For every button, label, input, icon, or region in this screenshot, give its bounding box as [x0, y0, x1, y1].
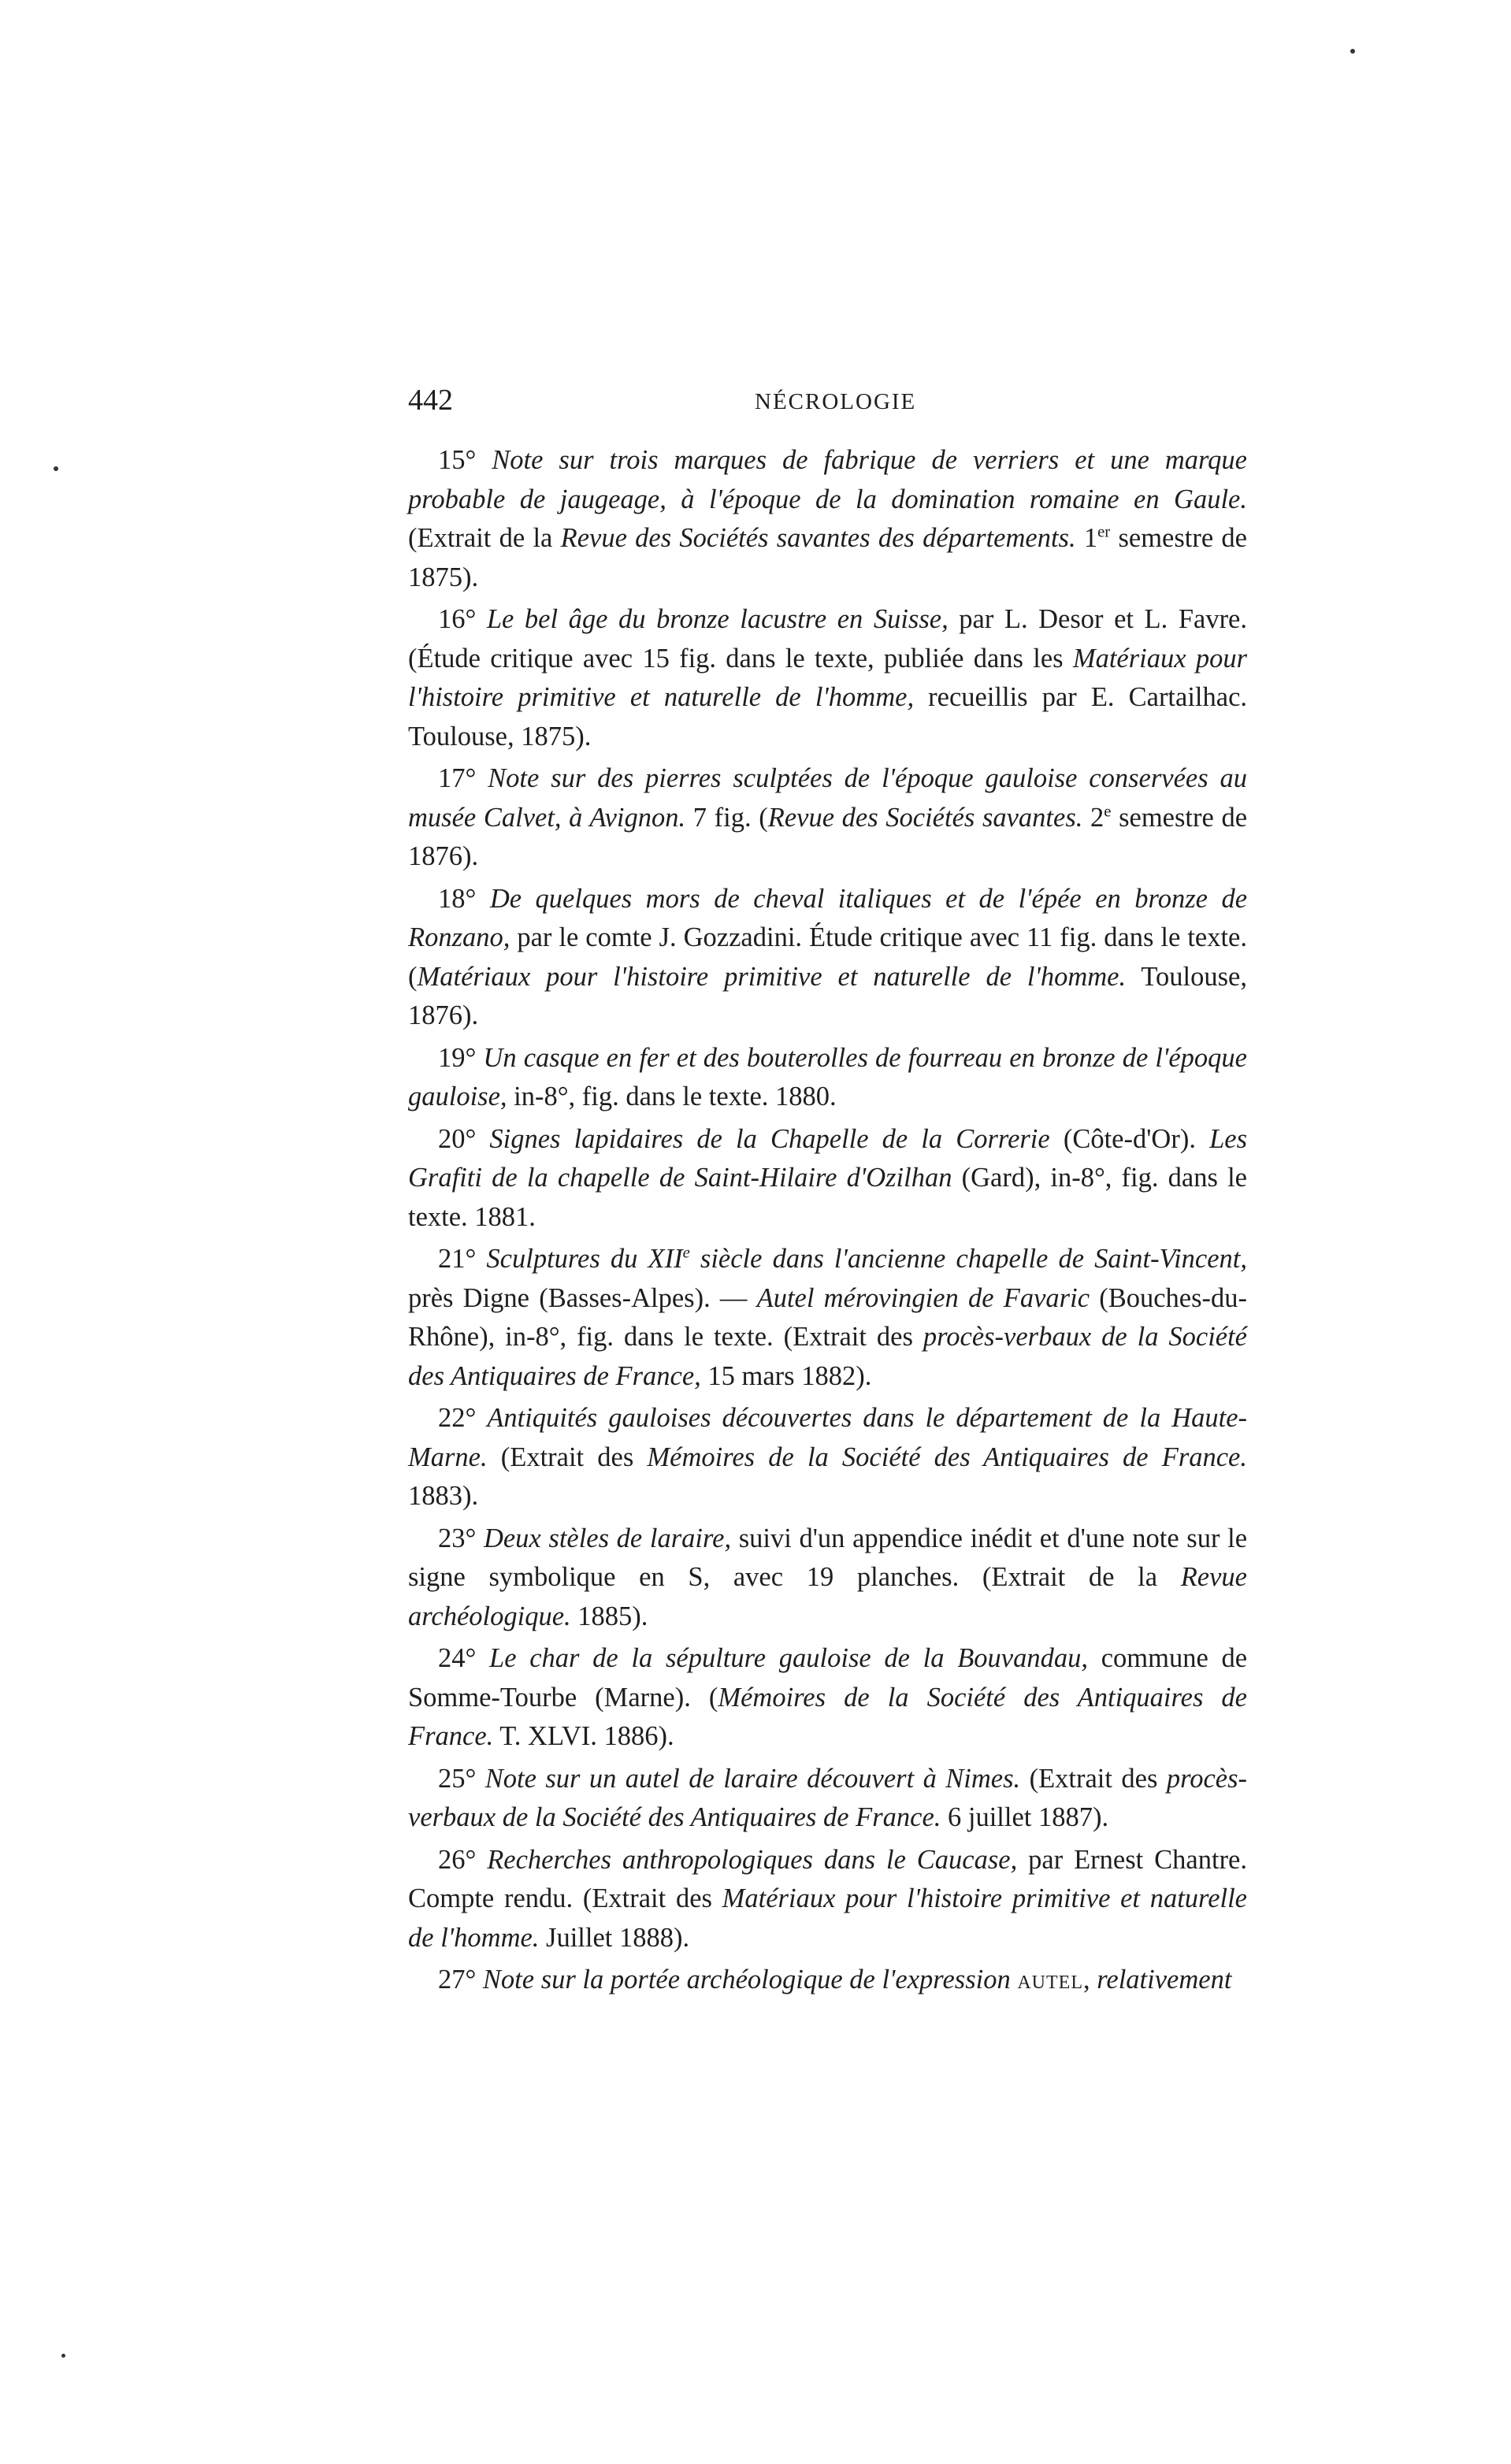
entry-superscript: er [1097, 523, 1111, 541]
entry-text: , [1083, 1965, 1097, 1995]
bibliography-entry [408, 1961, 1247, 2000]
entry-title: Signes lapidaires de la Chapelle de la Correrie [489, 1123, 1050, 1154]
entry-number: 25° [438, 1763, 477, 1794]
entry-source: Revue des Sociétés savantes des départements. [560, 523, 1076, 553]
entry-text: Juillet 1888). [539, 1922, 690, 1953]
entry-title: Note sur un autel de laraire découvert à Nimes. [484, 1763, 1021, 1794]
entry-title: De quelques mors de cheval italiques et de l'épée en bronze de Ronzano, [408, 883, 1248, 952]
entry-text: (Extrait de la [408, 523, 561, 553]
entry-text [476, 445, 492, 475]
entry-source: Revue archéologique. [408, 1562, 1247, 1631]
scan-speck [1350, 49, 1355, 54]
scan-speck [61, 2354, 65, 2358]
entry-text: semestre de 1875). [408, 523, 1247, 592]
entry-number: 21° [438, 1244, 477, 1274]
entry-text: T. XLVI. 1886). [493, 1721, 674, 1751]
entry-number: 18° [438, 883, 477, 914]
entry-title: Note sur la portée archéologique de l'expression [482, 1965, 1011, 1995]
entry-number: 20° [438, 1123, 477, 1154]
entry-text [476, 1845, 487, 1875]
entry-text [476, 1965, 483, 1995]
entry-source: Matériaux pour l'histoire primitive et naturelle de l'homme. [417, 961, 1127, 992]
entry-text: (Extrait des [1020, 1763, 1167, 1794]
entry-title: Recherches anthropologiques dans le Caucase, [487, 1844, 1018, 1875]
entry-number: 16° [438, 604, 477, 634]
bibliography-entry [408, 1120, 1247, 1238]
entry-number: 23° [438, 1523, 477, 1553]
entry-number: 17° [438, 763, 477, 793]
entry-title: Le bel âge du bronze lacustre en Suisse, [486, 604, 949, 634]
entry-text: 6 juillet 1887). [941, 1802, 1109, 1832]
entry-source: Mémoires de la Société des Antiquaires de France. [408, 1682, 1247, 1751]
bibliography-entry [408, 880, 1247, 1036]
entry-number: 15° [438, 445, 477, 475]
bibliography-entry [408, 1039, 1247, 1117]
entry-text [476, 1523, 484, 1553]
entry-text: semestre de 1876). [408, 802, 1248, 871]
entry-text: suivi d'un appendice inédit et d'une note sur le signe symbolique en S, avec 19 planches. (Extrait de la [408, 1523, 1248, 1592]
entry-number: 24° [438, 1643, 477, 1673]
bibliography-entry [408, 759, 1247, 877]
entry-title: Le char de la sépulture gauloise de la Bouvandau, [489, 1643, 1088, 1673]
entry-title: siècle dans l'ancienne chapelle de Saint-Vincent, [689, 1244, 1247, 1274]
entry-title: Deux stèles de laraire, [483, 1523, 732, 1553]
entry-superscript: e [682, 1244, 690, 1262]
entry-title: Antiquités gauloises découvertes dans le département de la Haute-Marne. [408, 1403, 1247, 1472]
entry-title: Les Grafiti de la chapelle de Saint-Hilaire d'Ozilhan [408, 1123, 1247, 1193]
entry-text: 2 [1082, 802, 1104, 833]
entry-text [476, 1764, 484, 1794]
entry-number: 22° [438, 1403, 477, 1433]
bibliography-entry [408, 1639, 1247, 1757]
entry-text [476, 604, 487, 634]
entry-source: Revue des Sociétés savantes. [767, 802, 1083, 833]
entry-title: Sculptures du XII [486, 1244, 683, 1274]
page-header [408, 377, 1247, 424]
entry-text: par le comte J. Gozzadini. Étude critique avec 11 fig. dans le texte. ( [408, 922, 1247, 992]
running-head: NÉCROLOGIE [755, 389, 917, 414]
bibliography-list [408, 441, 1247, 2003]
entry-text [476, 1244, 486, 1274]
entry-text [476, 1643, 489, 1673]
bibliography-entry [408, 600, 1247, 756]
bibliography-entry [408, 441, 1247, 597]
entry-text [476, 884, 490, 914]
entry-text: (Côte-d'Or). [1049, 1123, 1210, 1154]
entry-text: (Bouches-du-Rhône), in-8°, fig. dans le texte. (Extrait des [408, 1282, 1248, 1352]
entry-source: Mémoires de la Société des Antiquaires de France. [647, 1442, 1247, 1472]
entry-text: 15 mars 1882). [700, 1360, 872, 1391]
entry-title: relativement [1097, 1965, 1232, 1995]
entry-text: commune de Somme-Tourbe (Marne). ( [408, 1643, 1248, 1713]
entry-text: par Ernest Chantre. Compte rendu. (Extrait des [408, 1844, 1247, 1913]
entry-text: in-8°, fig. dans le texte. 1880. [507, 1082, 837, 1111]
page-number: 442 [408, 384, 453, 417]
entry-source: Matériaux pour l'histoire primitive et naturelle de l'homme. [408, 1883, 1247, 1953]
entry-title: Note sur trois marques de fabrique de verriers et une marque probable de jaugeage, à l'époque de la domination romaine en Gaule. [408, 445, 1247, 514]
entry-text: par L. Desor et L. Favre. (Étude critique avec 15 fig. dans le texte, publiée dans les [408, 604, 1247, 674]
entry-title: Note sur des pierres sculptées de l'époque gauloise conservées au musée Calvet, à Avignon. [408, 763, 1248, 833]
bibliography-entry [408, 1841, 1247, 1958]
entry-text: Toulouse, 1876). [408, 961, 1247, 1030]
entry-text [476, 1403, 487, 1433]
entry-superscript: e [1104, 803, 1112, 820]
entry-text: 7 fig. ( [685, 802, 768, 833]
bibliography-entry [408, 1240, 1247, 1396]
scan-speck [54, 466, 58, 471]
bibliography-entry [408, 1399, 1247, 1516]
entry-title: Autel mérovingien de Favaric [756, 1282, 1090, 1313]
entry-text: (Gard), in-8°, fig. dans le texte. 1881. [408, 1163, 1247, 1232]
entry-source: procès-verbaux de la Société des Antiquaires de France, [408, 1322, 1247, 1391]
entry-smallcaps-term: autel [1017, 1965, 1083, 1995]
bibliography-entry [408, 1760, 1247, 1838]
entry-text: 1 [1075, 523, 1098, 553]
entry-text: 1885). [570, 1601, 648, 1631]
entry-source: Matériaux pour l'histoire primitive et naturelle de l'homme, [408, 643, 1247, 712]
entry-text: près Digne (Basses-Alpes). — [408, 1282, 757, 1313]
entry-number: 26° [438, 1844, 477, 1875]
entry-text: (Extrait des [487, 1442, 648, 1472]
entry-text: recueillis par E. Cartailhac. Toulouse, 1875). [408, 682, 1248, 751]
entry-number: 19° [438, 1042, 477, 1073]
entry-text [476, 763, 488, 793]
entry-title: Un casque en fer et des bouterolles de fourreau en bronze de l'époque gauloise, [408, 1042, 1247, 1111]
entry-source: procès-verbaux de la Société des Antiquaires de France. [408, 1763, 1248, 1832]
entry-text: 1883). [408, 1481, 479, 1511]
entry-number: 27° [438, 1965, 477, 1995]
bibliography-entry [408, 1520, 1247, 1637]
entry-text [476, 1124, 489, 1154]
